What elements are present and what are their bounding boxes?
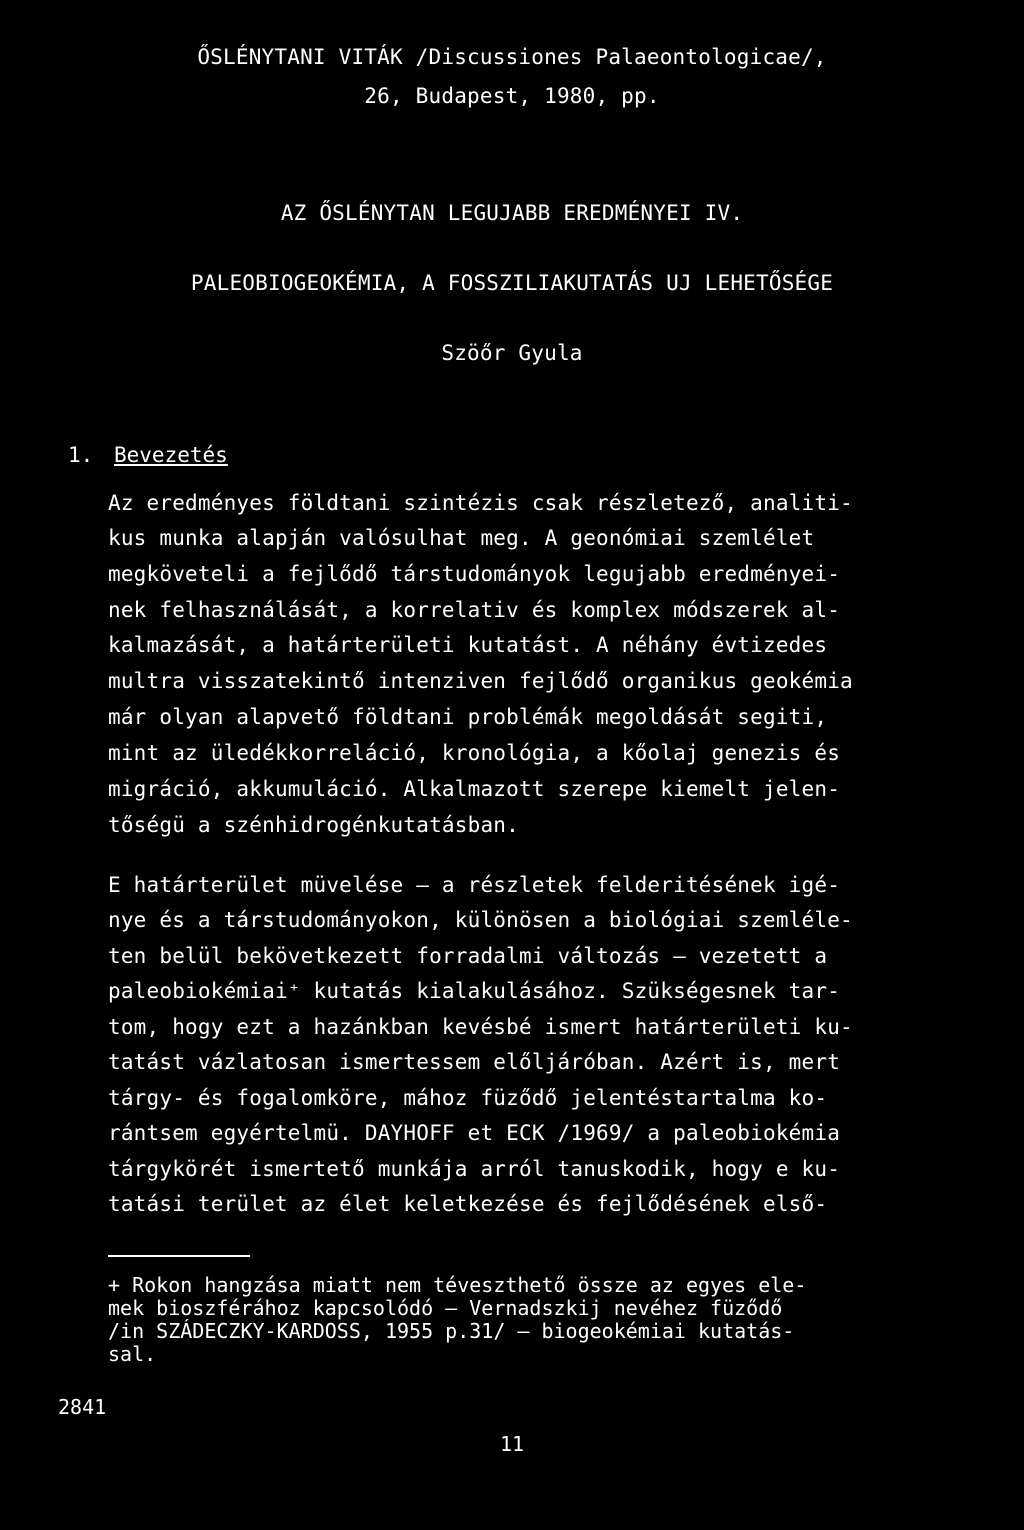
paragraph-line: nye és a társtudományokon, különösen a biológiai szemléle- [108,908,853,932]
page-code: 2841 [58,1395,107,1419]
footnote-line: sal. [108,1342,157,1366]
author-name: Szöőr Gyula [441,341,583,365]
paragraph-line: migráció, akkumuláció. Alkalmazott szerepe kiemelt jelen- [108,777,841,801]
paragraph-line: kalmazását, a határterületi kutatást. A néhány évtizedes [108,633,828,657]
footnote-line: mek bioszférához kapcsolódó — Vernadszkij nevéhez füződő [108,1296,783,1320]
series-title: AZ ŐSLÉNYTAN LEGUJABB EREDMÉNYEI IV. [280,201,744,225]
paragraph-line: tatást vázlatosan ismertessem előljáróban. Azért is, mert [108,1050,841,1074]
footnote-line: + Rokon hangzása miatt nem téveszthető össze az egyes ele- [108,1273,807,1297]
paragraph-line: E határterület müvelése — a részletek felderitésének igé- [108,873,841,897]
article-title: PALEOBIOGEOKÉMIA, A FOSSZILIAKUTATÁS UJ LEHETŐSÉGE [190,271,834,295]
paragraph-line: paleobiokémiai⁺ kutatás kialakulásához. Szükségesnek tar- [108,979,841,1003]
paragraph-line: Az eredményes földtani szintézis csak részletező, analiti- [108,491,853,515]
paragraph-line: multra visszatekintő intenziven fejlődő organikus geokémia [108,669,853,693]
paragraph-line: már olyan alapvető földtani problémák megoldását segiti, [108,705,828,729]
paragraph-line: tárgykörét ismertető munkája arról tanuskodik, hogy e ku- [108,1157,841,1181]
paragraph-line: tárgy- és fogalomköre, mához füződő jelentéstartalma ko- [108,1086,828,1110]
journal-header-line-1: ŐSLÉNYTANI VITÁK /Discussiones Palaeontologicae/, [197,45,827,69]
footnote-line: /in SZÁDECZKY-KARDOSS, 1955 p.31/ — biogeokémiai kutatás- [108,1319,795,1343]
journal-header-line-2: 26, Budapest, 1980, pp. [364,84,660,108]
section-number: 1. [68,443,94,467]
paragraph-line: nek felhasználását, a korrelativ és komplex módszerek al- [108,598,841,622]
paragraph-line: tőségü a szénhidrogénkutatásban. [108,813,519,837]
paragraph-line: tatási terület az élet keletkezése és fejlődésének első- [108,1192,828,1216]
paragraph-line: megköveteli a fejlődő társtudományok legujabb eredményei- [108,562,841,586]
paragraph-line: tom, hogy ezt a hazánkban kevésbé ismert határterületi ku- [108,1015,853,1039]
footnote-rule [108,1255,250,1257]
paragraph-line: mint az üledékkorreláció, kronológia, a kőolaj genezis és [108,741,841,765]
page-number: 11 [499,1432,525,1456]
paragraph-line: ten belül bekövetkezett forradalmi változás — vezetett a [108,944,828,968]
section-heading: Bevezetés [114,443,228,467]
paragraph-line: kus munka alapján valósulhat meg. A geonómiai szemlélet [108,526,815,550]
paragraph-line: rántsem egyértelmü. DAYHOFF et ECK /1969/ a paleobiokémia [108,1121,841,1145]
